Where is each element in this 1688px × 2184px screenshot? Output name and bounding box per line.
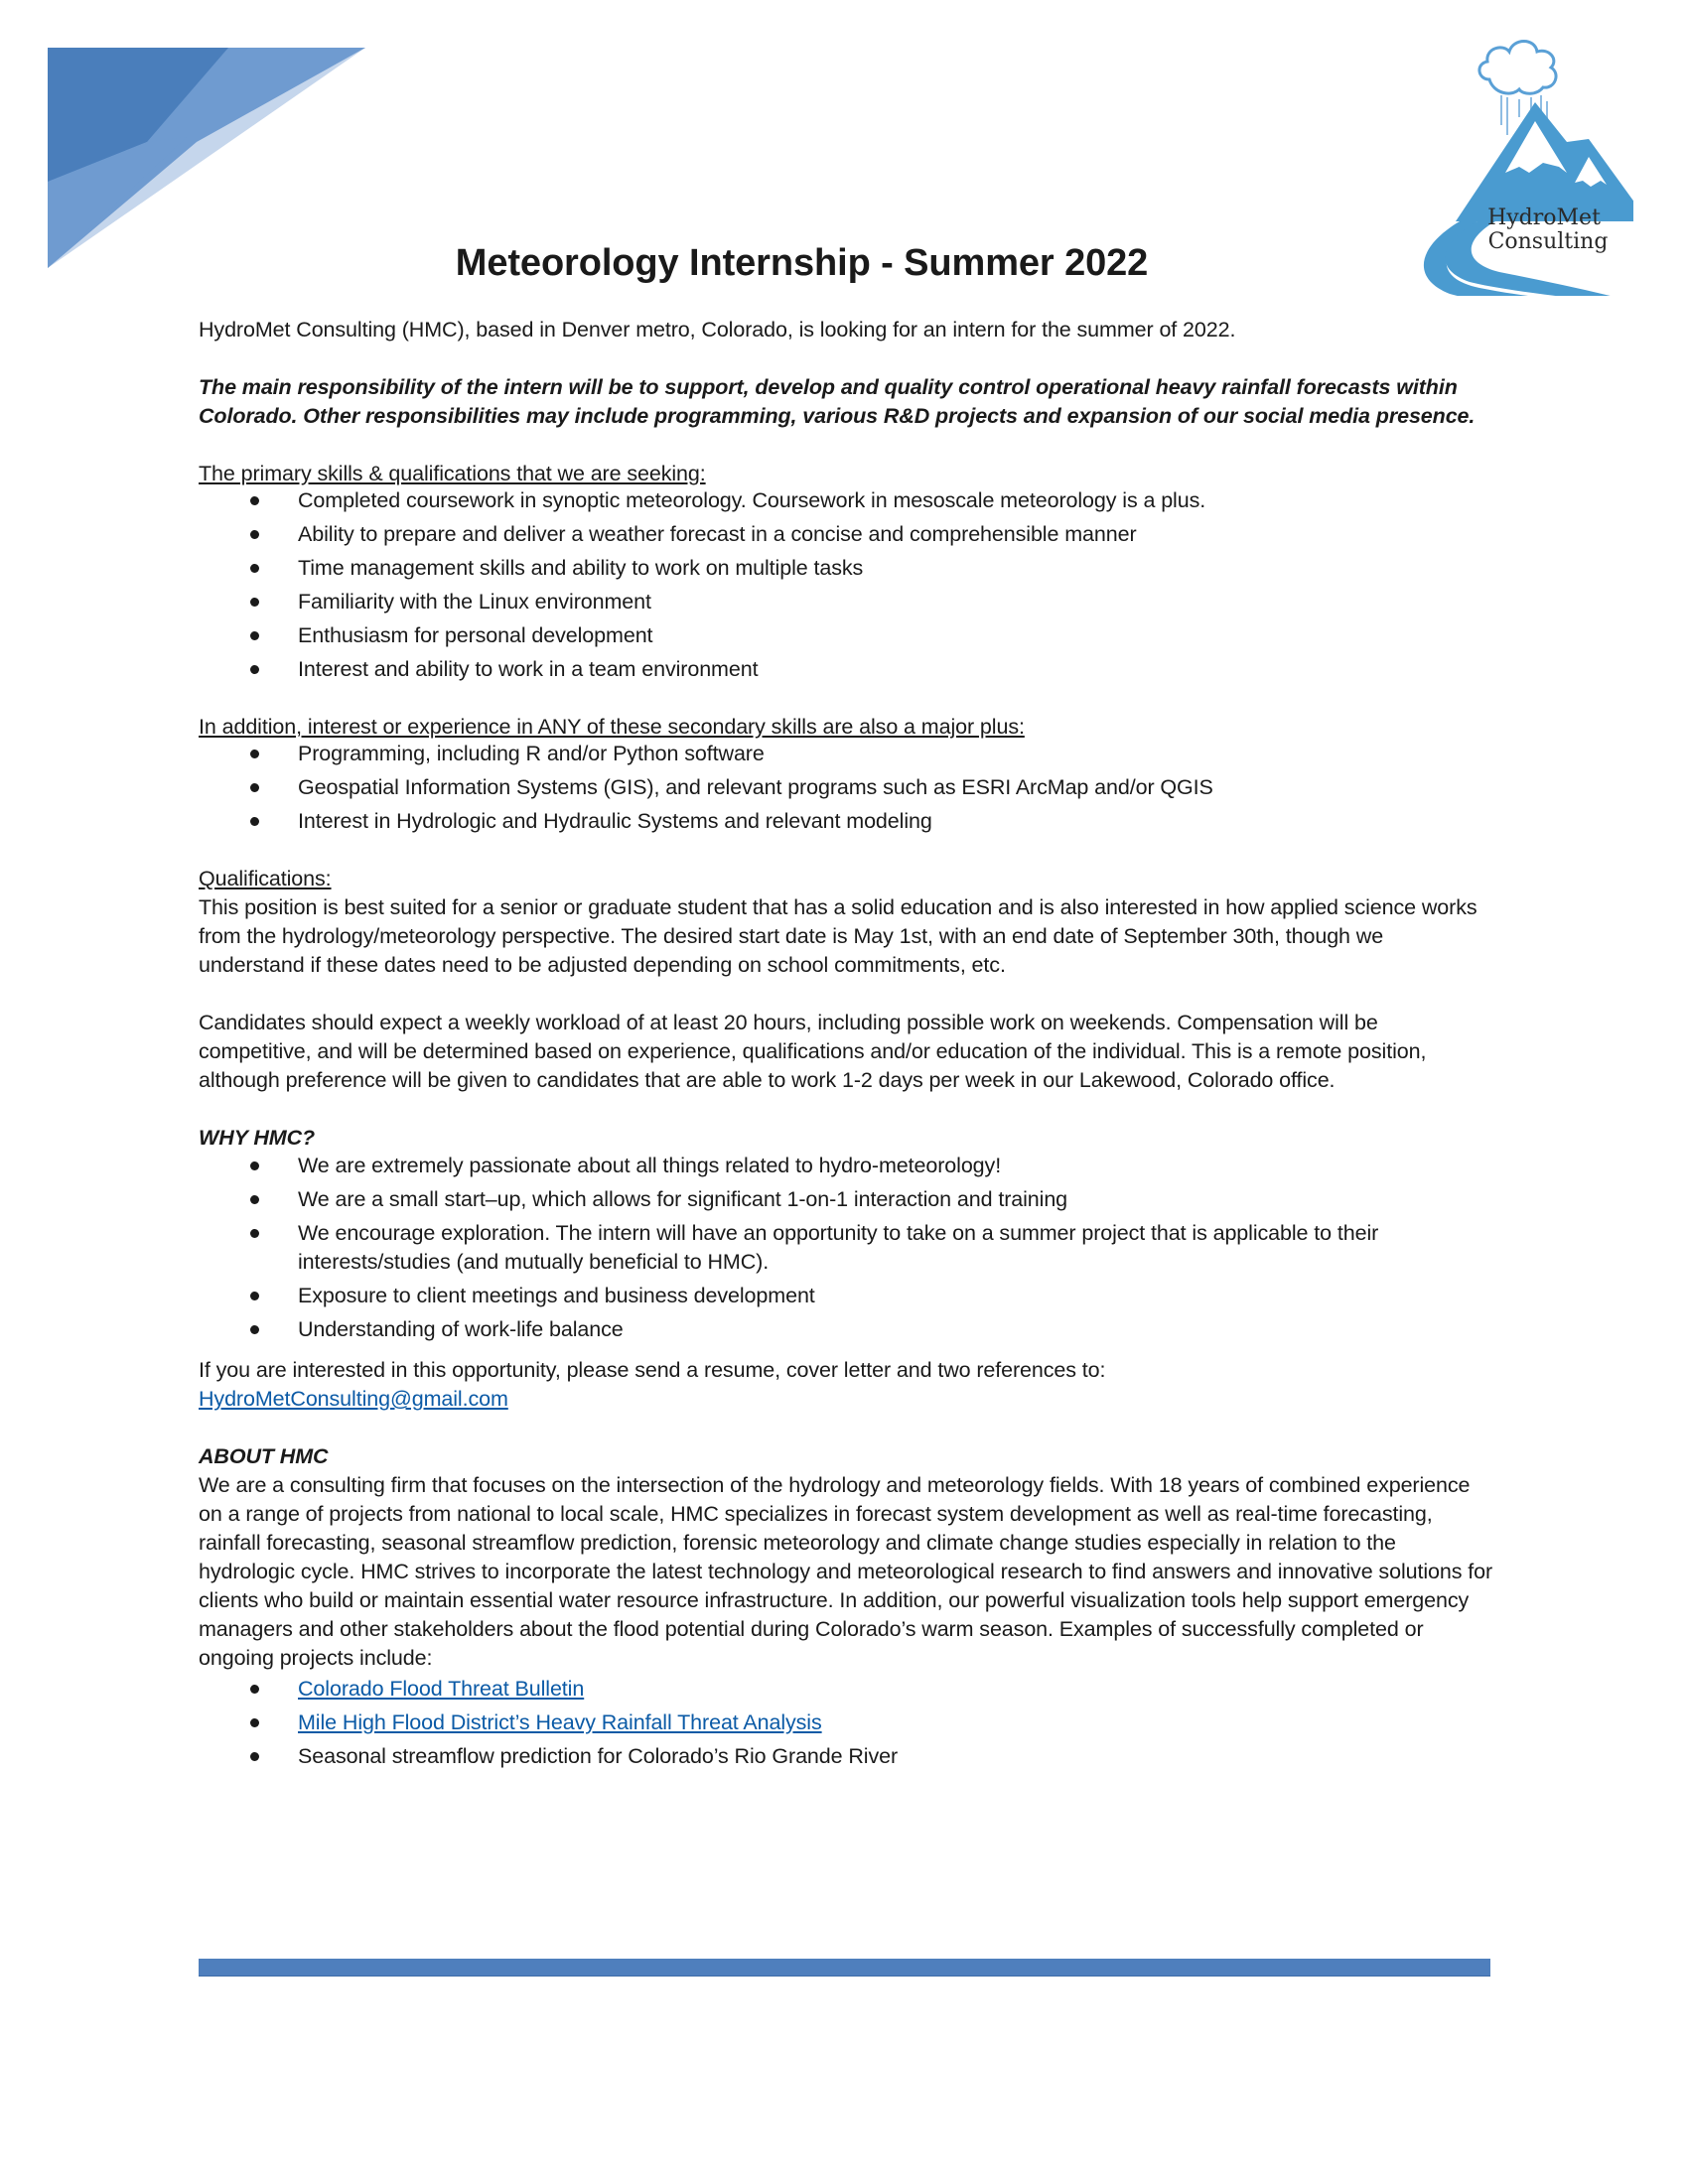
- bullet-icon: [250, 530, 259, 539]
- intro-paragraph: HydroMet Consulting (HMC), based in Denver metro, Colorado, is looking for an intern for the summer of 2022.: [199, 318, 1236, 341]
- list-item: Understanding of work-life balance: [199, 1315, 1494, 1344]
- list-item: Familiarity with the Linux environment: [199, 588, 1494, 616]
- logo-text-consulting: Consulting: [1487, 229, 1609, 254]
- list-item: We are extremely passionate about all things related to hydro-meteorology!: [199, 1152, 1494, 1180]
- project-link-flood-threat-bulletin[interactable]: Colorado Flood Threat Bulletin: [298, 1677, 585, 1701]
- logo-text-hydromet: HydroMet: [1487, 205, 1601, 230]
- primary-skills-heading: The primary skills & qualifications that we are seeking:: [199, 462, 706, 485]
- about-paragraph: We are a consulting firm that focuses on the intersection of the hydrology and meteorology fields. With 18 years of combined experience on a range of projects from national to local scale, HMC specializes in forecast system development as well as real-time forecasting, rainfall forecasting, seasonal streamflow prediction, forensic meteorology and climate change studies especially in relation to the hydrologic cycle. HMC strives to incorporate the latest technology and meteorological research to find answers and innovative solutions for clients who build or maintain essential water resource infrastructure. In addition, our powerful visualization tools help support emergency managers and other stakeholders about the flood potential during Colorado’s warm season. Examples of successfully completed or ongoing projects include:: [199, 1473, 1493, 1670]
- project-item-rio-grande: Seasonal streamflow prediction for Colorado’s Rio Grande River: [298, 1744, 899, 1768]
- why-hmc-list: [199, 1152, 1494, 1344]
- primary-skills-list: [199, 486, 1494, 684]
- bullet-icon: [250, 1752, 259, 1761]
- bullet-icon: [250, 750, 259, 758]
- bullet-icon: [250, 665, 259, 674]
- project-link-rainfall-threat-analysis[interactable]: Mile High Flood District’s Heavy Rainfall Threat Analysis: [298, 1710, 822, 1734]
- list-item: [199, 1708, 1494, 1737]
- list-item: [199, 1742, 1494, 1771]
- list-item: Exposure to client meetings and business development: [199, 1282, 1494, 1310]
- list-item: Completed coursework in synoptic meteorology. Coursework in mesoscale meteorology is a plus.: [199, 486, 1494, 515]
- list-item: Interest in Hydrologic and Hydraulic Systems and relevant modeling: [199, 807, 1494, 836]
- projects-list: [199, 1675, 1494, 1771]
- secondary-skills-heading: In addition, interest or experience in ANY of these secondary skills are also a major plus:: [199, 715, 1025, 739]
- footer-bar: [199, 1959, 1490, 1977]
- list-item: We encourage exploration. The intern will have an opportunity to take on a summer project that is applicable to their interests/studies (and mutually beneficial to HMC).: [199, 1219, 1494, 1277]
- qualifications-heading: Qualifications:: [199, 867, 332, 890]
- why-hmc-heading: WHY HMC?: [199, 1126, 316, 1150]
- bullet-icon: [250, 1195, 259, 1204]
- bullet-icon: [250, 598, 259, 607]
- bullet-icon: [250, 817, 259, 826]
- corner-triangle-graphic: [48, 48, 375, 271]
- bullet-icon: [250, 783, 259, 792]
- about-heading: ABOUT HMC: [199, 1444, 329, 1468]
- page-title: Meteorology Internship - Summer 2022: [455, 242, 1149, 284]
- list-item: [199, 1675, 1494, 1704]
- list-item: Enthusiasm for personal development: [199, 621, 1494, 650]
- bullet-icon: [250, 1292, 259, 1300]
- list-item: Geospatial Information Systems (GIS), and relevant programs such as ESRI ArcMap and/or QGIS: [199, 773, 1494, 802]
- document-body: [199, 240, 1494, 1771]
- bullet-icon: [250, 1685, 259, 1694]
- bullet-icon: [250, 1161, 259, 1170]
- bullet-icon: [250, 1325, 259, 1334]
- responsibility-paragraph: The main responsibility of the intern will be to support, develop and quality control operational heavy rainfall forecasts within Colorado. Other responsibilities may include programming, various R&D projects and expansion of our social media presence.: [199, 375, 1476, 428]
- bullet-icon: [250, 631, 259, 640]
- bullet-icon: [250, 496, 259, 505]
- secondary-skills-list: [199, 740, 1494, 836]
- qualifications-paragraph-2: Candidates should expect a weekly workload of at least 20 hours, including possible work on weekends. Compensation will be competitive, and will be determined based on experience, qualifications and/or education of the individual. This is a remote position, although preference will be given to candidates that are able to work 1-2 days per week in our Lakewood, Colorado office.: [199, 1011, 1427, 1092]
- list-item: Time management skills and ability to work on multiple tasks: [199, 554, 1494, 583]
- contact-text: If you are interested in this opportunity, please send a resume, cover letter and two references to:: [199, 1358, 1106, 1382]
- list-item: We are a small start–up, which allows for significant 1-on-1 interaction and training: [199, 1185, 1494, 1214]
- bullet-icon: [250, 1229, 259, 1238]
- contact-email-link[interactable]: HydroMetConsulting@gmail.com: [199, 1387, 508, 1411]
- qualifications-paragraph-1: This position is best suited for a senior or graduate student that has a solid education and is also interested in how applied science works from the hydrology/meteorology perspective. The desired start date is May 1st, with an end date of September 30th, though we understand if these dates need to be adjusted depending on school commitments, etc.: [199, 895, 1477, 977]
- bullet-icon: [250, 564, 259, 573]
- list-item: Ability to prepare and deliver a weather forecast in a concise and comprehensible manner: [199, 520, 1494, 549]
- list-item: Interest and ability to work in a team environment: [199, 655, 1494, 684]
- bullet-icon: [250, 1718, 259, 1727]
- list-item: Programming, including R and/or Python software: [199, 740, 1494, 768]
